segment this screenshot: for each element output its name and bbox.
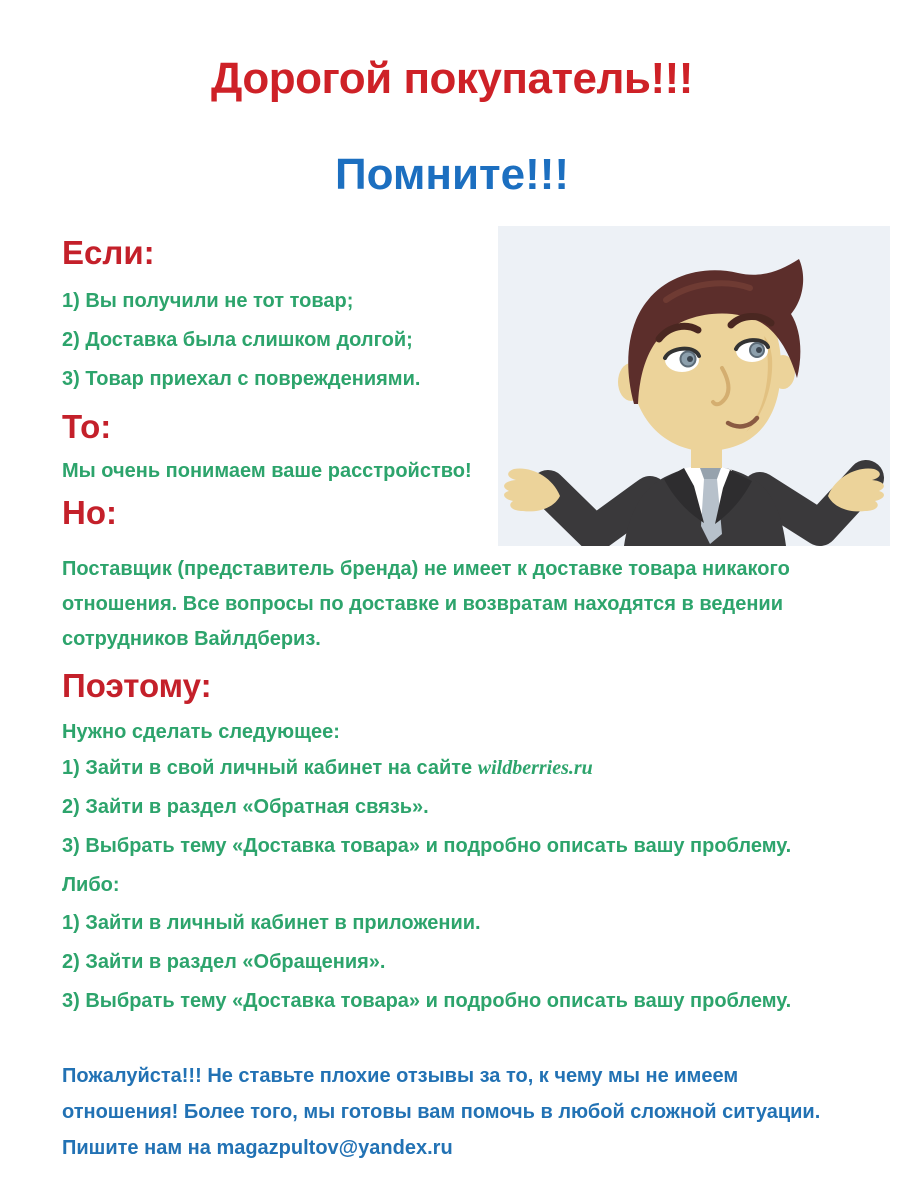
right-hand — [828, 468, 884, 511]
contact-email: magazpultov@yandex.ru — [216, 1137, 453, 1159]
list-item: 1) Зайти в личный кабинет в приложении. — [62, 912, 481, 934]
wildberries-site-text: wildberries.ru — [477, 757, 593, 779]
then-text: Мы очень понимаем ваше расстройство! — [62, 460, 472, 482]
shrugging-man-illustration — [498, 226, 890, 546]
section-heading-therefore: Поэтому: — [62, 667, 212, 704]
section-heading-but: Но: — [62, 494, 117, 531]
main-title: Дорогой покупатель!!! — [211, 54, 693, 103]
but-paragraph: Поставщик (представитель бренда) не имеет к доставке товара никакого отношения. Все вопросы по доставке и возвратам находятся в ведении сотрудников Вайлдбериз. — [62, 558, 790, 650]
or-label: Либо: — [62, 874, 120, 896]
list-item: 1) Вы получили не тот товар; — [62, 290, 354, 312]
subtitle: Помните!!! — [334, 150, 570, 199]
list-item: 2) Зайти в раздел «Обратная связь». — [62, 796, 429, 818]
shrugging-man-svg — [498, 226, 890, 546]
right-pupil — [756, 347, 762, 353]
left-pupil — [687, 356, 693, 362]
list-item — [62, 757, 842, 779]
therefore-intro: Нужно сделать следующее: — [62, 721, 340, 743]
step-text: 1) Зайти в свой личный кабинет на сайте — [62, 757, 478, 779]
list-item: 2) Зайти в раздел «Обращения». — [62, 951, 386, 973]
app-steps-list — [62, 912, 842, 1012]
list-item: 3) Товар приехал с повреждениями. — [62, 368, 421, 390]
list-item: 3) Выбрать тему «Доставка товара» и подробно описать вашу проблему. — [62, 835, 792, 857]
footer-text: Пожалуйста!!! Не ставьте плохие отзывы за то, к чему мы не имеем отношения! Более того, мы готовы вам помочь в любой сложной ситуации. Пишите нам на — [62, 1065, 821, 1159]
footer-paragraph — [62, 1058, 842, 1166]
section-heading-then: То: — [62, 408, 112, 445]
list-item: 3) Выбрать тему «Доставка товара» и подробно описать вашу проблему. — [62, 990, 792, 1012]
section-heading-if: Если: — [62, 234, 155, 271]
list-item: 2) Доставка была слишком долгой; — [62, 329, 413, 351]
site-steps-list — [62, 757, 842, 857]
